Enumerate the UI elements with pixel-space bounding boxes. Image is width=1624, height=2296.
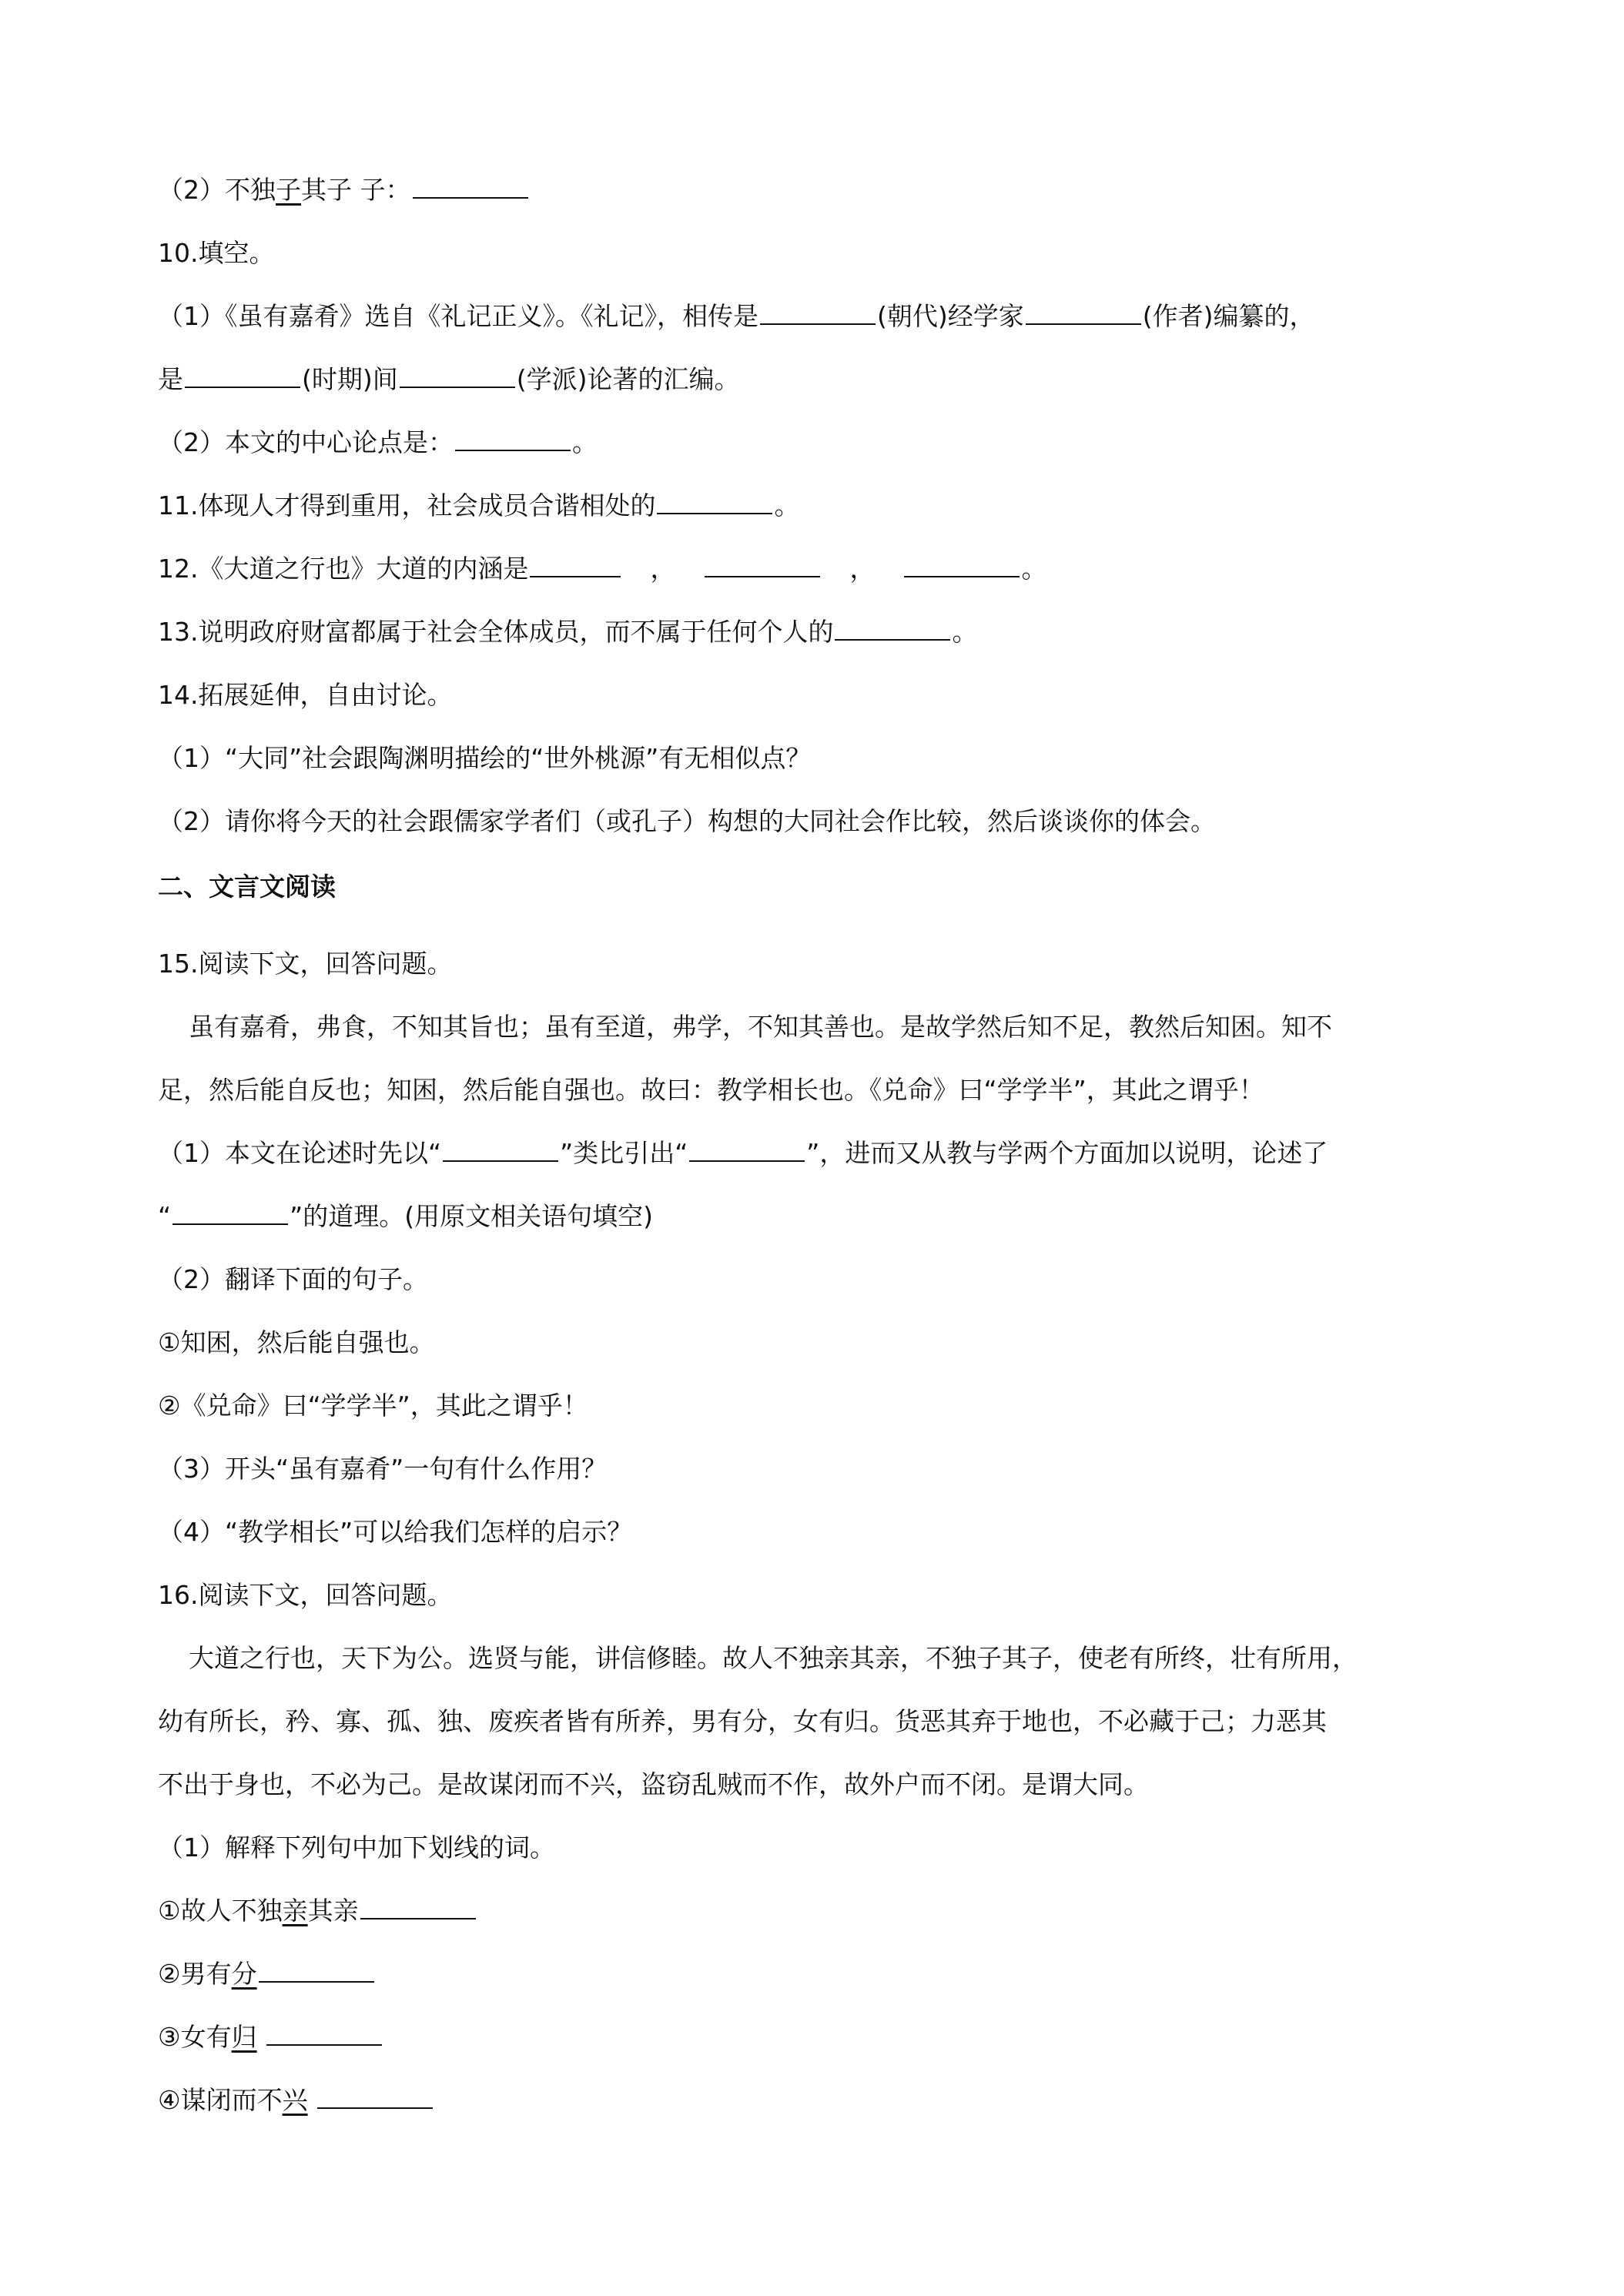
passage-15-line: 足，然后能自反也；知困，然后能自强也。故曰：教学相长也。《兑命》曰“学学半”，其此之谓乎！ xyxy=(158,1075,1264,1105)
answer-blank[interactable] xyxy=(760,300,876,325)
question-14: 14.拓展延伸，自由讨论。 xyxy=(158,680,453,710)
question-15-3: （3）开头“虽有嘉肴”一句有什么作用？ xyxy=(158,1454,608,1484)
passage-16-line: 不出于身也，不必为己。是故谋闭而不兴，盗窃乱贼而不作，故外户而不闭。是谓大同。 xyxy=(158,1769,1149,1799)
answer-blank[interactable] xyxy=(172,1200,288,1225)
question-16: 16.阅读下文，回答问题。 xyxy=(158,1580,453,1610)
question-16-1-item: ④谋闭而不兴 xyxy=(158,2083,434,2117)
answer-blank[interactable] xyxy=(360,1895,476,1919)
question-11: 11.体现人才得到重用，社会成员合谐相处的 。 xyxy=(158,490,800,520)
question-16-1-item: ③女有归 xyxy=(158,2020,383,2054)
question-14-2: （2）请你将今天的社会跟儒家学者们（或孔子）构想的大同社会作比较，然后谈谈你的体会。 xyxy=(158,806,1216,836)
question-10: 10.填空。 xyxy=(158,238,275,268)
answer-blank[interactable] xyxy=(413,174,528,199)
question-16-1-item: ②男有分 xyxy=(158,1957,376,1991)
question-15-1-cont: “ ”的道理。(用原文相关语句填空) xyxy=(158,1201,653,1231)
passage-16-line: 幼有所长，矜、寡、孤、独、废疾者皆有所养，男有分，女有归。货恶其弃于地也，不必藏于己；力恶其 xyxy=(158,1706,1327,1736)
question-15-2: （2）翻译下面的句子。 xyxy=(158,1264,428,1294)
question-9-2: （2）不独子其子 子： xyxy=(158,173,530,207)
question-15-4: （4）“教学相长”可以给我们怎样的启示？ xyxy=(158,1517,633,1547)
question-12: 12.《大道之行也》大道的内涵是 ， ， 。 xyxy=(158,554,1047,584)
question-10-1: （1）《虽有嘉肴》选自《礼记正义》。《礼记》，相传是 (朝代)经学家 (作者)编纂的， xyxy=(158,301,1315,331)
question-16-1-item: ①故人不独亲其亲 xyxy=(158,1894,477,1928)
question-10-1-cont: 是 (时期)间 (学派)论著的汇编。 xyxy=(158,364,740,394)
answer-blank[interactable] xyxy=(185,363,300,388)
question-10-2: （2）本文的中心论点是： 。 xyxy=(158,427,598,457)
question-14-1: （1）“大同”社会跟陶渊明描绘的“世外桃源”有无相似点？ xyxy=(158,743,812,773)
underlined-word: 归 xyxy=(231,2022,257,2052)
question-15-1: （1）本文在论述时先以“ ”类比引出“ ”，进而又从教与学两个方面加以说明，论述了 xyxy=(158,1138,1328,1168)
answer-blank[interactable] xyxy=(1026,300,1141,325)
answer-blank[interactable] xyxy=(317,2084,433,2109)
question-13: 13.说明政府财富都属于社会全体成员，而不属于任何个人的 。 xyxy=(158,617,978,647)
answer-blank[interactable] xyxy=(400,363,515,388)
underlined-word: 兴 xyxy=(282,2085,308,2115)
section-heading: 二、文言文阅读 xyxy=(158,872,336,902)
underlined-word: 子 xyxy=(276,175,301,205)
passage-16-line: 大道之行也，天下为公。选贤与能，讲信修睦。故人不独亲其亲，不独子其子，使老有所终，壮有所用， xyxy=(189,1643,1358,1673)
answer-blank[interactable] xyxy=(530,553,621,577)
answer-blank[interactable] xyxy=(904,553,1020,577)
underlined-word: 亲 xyxy=(282,1896,308,1926)
passage-15-line: 虽有嘉肴，弗食，不知其旨也；虽有至道，弗学，不知其善也。是故学然后知不足，教然后知困。知不 xyxy=(189,1012,1332,1042)
question-15-2-item: ②《兑命》曰“学学半”，其此之谓乎！ xyxy=(158,1391,588,1421)
answer-blank[interactable] xyxy=(266,2021,382,2046)
underlined-word: 分 xyxy=(231,1959,257,1989)
answer-blank[interactable] xyxy=(443,1137,558,1162)
answer-blank[interactable] xyxy=(657,490,772,514)
answer-blank[interactable] xyxy=(455,427,571,451)
question-16-1: （1）解释下列句中加下划线的词。 xyxy=(158,1832,555,1863)
answer-blank[interactable] xyxy=(705,553,820,577)
answer-blank[interactable] xyxy=(689,1137,805,1162)
answer-blank[interactable] xyxy=(259,1958,374,1983)
answer-blank[interactable] xyxy=(835,616,950,641)
question-15-2-item: ①知困，然后能自强也。 xyxy=(158,1327,435,1357)
question-15: 15.阅读下文，回答问题。 xyxy=(158,949,453,979)
